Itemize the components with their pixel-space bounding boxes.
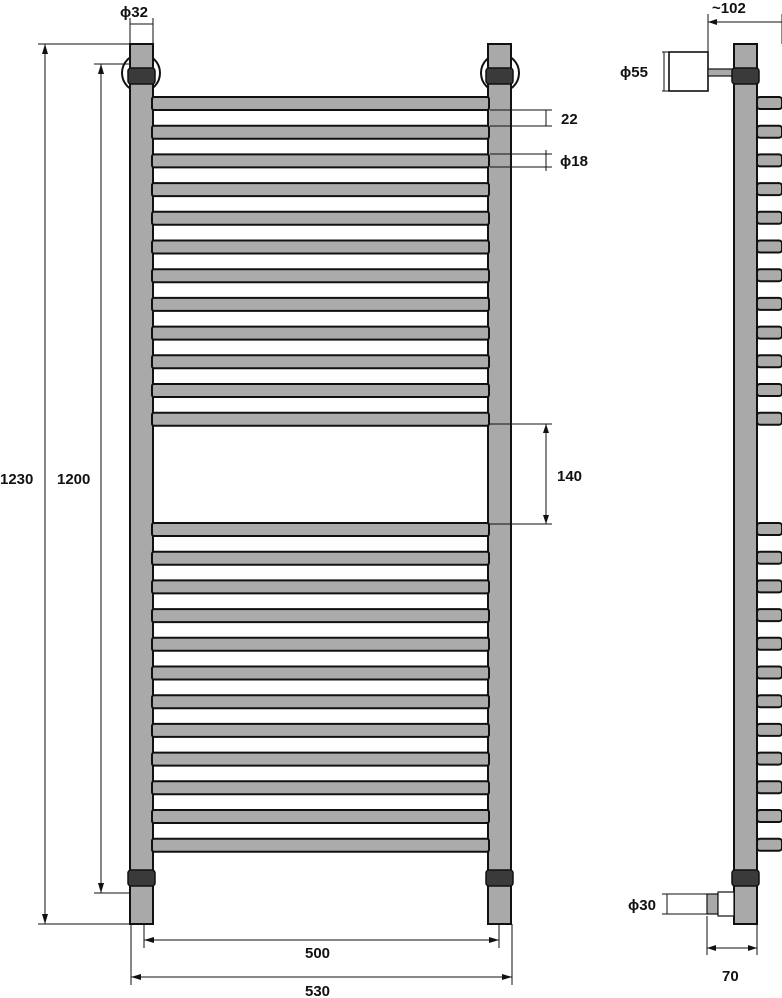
- front-horizontal-bar: [152, 781, 489, 794]
- wall-offset-arrow-right: [748, 945, 757, 951]
- side-bar-stub: [757, 781, 782, 793]
- side-bar-stub: [757, 384, 782, 396]
- side-bar-stub: [757, 638, 782, 650]
- side-mount-rod: [708, 69, 734, 76]
- front-horizontal-bar: [152, 97, 489, 110]
- front-horizontal-bar: [152, 298, 489, 311]
- overall-height-label: 1230: [0, 471, 34, 488]
- side-bar-stub: [757, 183, 782, 195]
- side-bottom-collar: [732, 870, 759, 886]
- front-horizontal-bar: [152, 695, 489, 708]
- side-bar-stub: [757, 355, 782, 367]
- right-top-collar: [486, 68, 513, 84]
- overall-height-arrow-bottom: [42, 914, 48, 924]
- side-bar-stubs: [757, 97, 782, 851]
- side-wall-mount: [669, 52, 708, 91]
- side-bar-stub: [757, 298, 782, 310]
- side-bar-stub: [757, 413, 782, 425]
- side-bar-stub: [757, 523, 782, 535]
- front-horizontal-bar: [152, 384, 489, 397]
- rail-height-label: 1200: [57, 471, 91, 488]
- depth-arrow-left: [708, 19, 717, 25]
- rail-diameter-label: ϕ32: [120, 4, 148, 21]
- front-horizontal-bar: [152, 753, 489, 766]
- side-bar-stub: [757, 552, 782, 564]
- mount-diameter-label: ϕ55: [620, 64, 648, 81]
- front-view: [122, 44, 552, 924]
- front-horizontal-bar: [152, 355, 489, 368]
- side-bar-stub: [757, 97, 782, 109]
- front-horizontal-bar: [152, 724, 489, 737]
- side-valve-body: [707, 894, 718, 914]
- overall-height-arrow-top: [42, 44, 48, 54]
- front-horizontal-bar: [152, 212, 489, 225]
- front-horizontal-bar: [152, 183, 489, 196]
- right-vertical-rail: [488, 44, 511, 924]
- overall-width-arrow-right: [502, 974, 512, 980]
- side-bar-stub: [757, 241, 782, 253]
- side-bar-stub: [757, 580, 782, 592]
- side-bar-stub: [757, 667, 782, 679]
- gap-label: 140: [557, 468, 583, 485]
- front-horizontal-bar: [152, 327, 489, 340]
- front-horizontal-bar: [152, 241, 489, 254]
- bar-diameter-label: ϕ18: [560, 153, 588, 170]
- front-horizontal-bar: [152, 638, 489, 651]
- left-bottom-collar: [128, 870, 155, 886]
- bar-pitch-label: 22: [561, 111, 578, 128]
- side-bar-stub: [757, 327, 782, 339]
- front-horizontal-bar: [152, 580, 489, 593]
- side-top-collar: [732, 68, 759, 84]
- center-distance-arrow-left: [144, 937, 154, 943]
- overall-width-arrow-left: [131, 974, 141, 980]
- front-horizontal-bar: [152, 269, 489, 282]
- gap-arrow-top: [543, 424, 549, 433]
- center-distance-label: 500: [305, 945, 331, 962]
- front-horizontal-bar: [152, 839, 489, 852]
- side-bar-stub: [757, 839, 782, 851]
- rail-height-arrow-top: [98, 64, 104, 74]
- gap-arrow-bottom: [543, 515, 549, 524]
- side-bar-stub: [757, 212, 782, 224]
- front-horizontal-bars: [152, 97, 489, 852]
- wall-offset-arrow-left: [707, 945, 716, 951]
- front-horizontal-bar: [152, 552, 489, 565]
- valve-diameter-label: ϕ30: [628, 897, 656, 914]
- front-horizontal-bar: [152, 609, 489, 622]
- rail-height-arrow-bottom: [98, 883, 104, 893]
- side-vertical-rail: [734, 44, 757, 924]
- side-bar-stub: [757, 269, 782, 281]
- side-bar-stub: [757, 609, 782, 621]
- front-horizontal-bar: [152, 667, 489, 680]
- center-distance-arrow-right: [489, 937, 499, 943]
- side-bar-stub: [757, 126, 782, 138]
- side-bar-stub: [757, 753, 782, 765]
- side-view: [669, 44, 782, 924]
- front-horizontal-bar: [152, 810, 489, 823]
- front-horizontal-bar: [152, 523, 489, 536]
- front-horizontal-bar: [152, 126, 489, 139]
- overall-width-label: 530: [305, 983, 331, 998]
- side-bar-stub: [757, 810, 782, 822]
- side-bar-stub: [757, 154, 782, 166]
- left-top-collar: [128, 68, 155, 84]
- front-horizontal-bar: [152, 154, 489, 167]
- side-bar-stub: [757, 724, 782, 736]
- left-vertical-rail: [130, 44, 153, 924]
- wall-offset-label: 70: [722, 968, 739, 985]
- depth-label: ~102: [712, 0, 746, 17]
- side-bar-stub: [757, 695, 782, 707]
- right-bottom-collar: [486, 870, 513, 886]
- side-valve-nut: [718, 892, 734, 916]
- front-horizontal-bar: [152, 413, 489, 426]
